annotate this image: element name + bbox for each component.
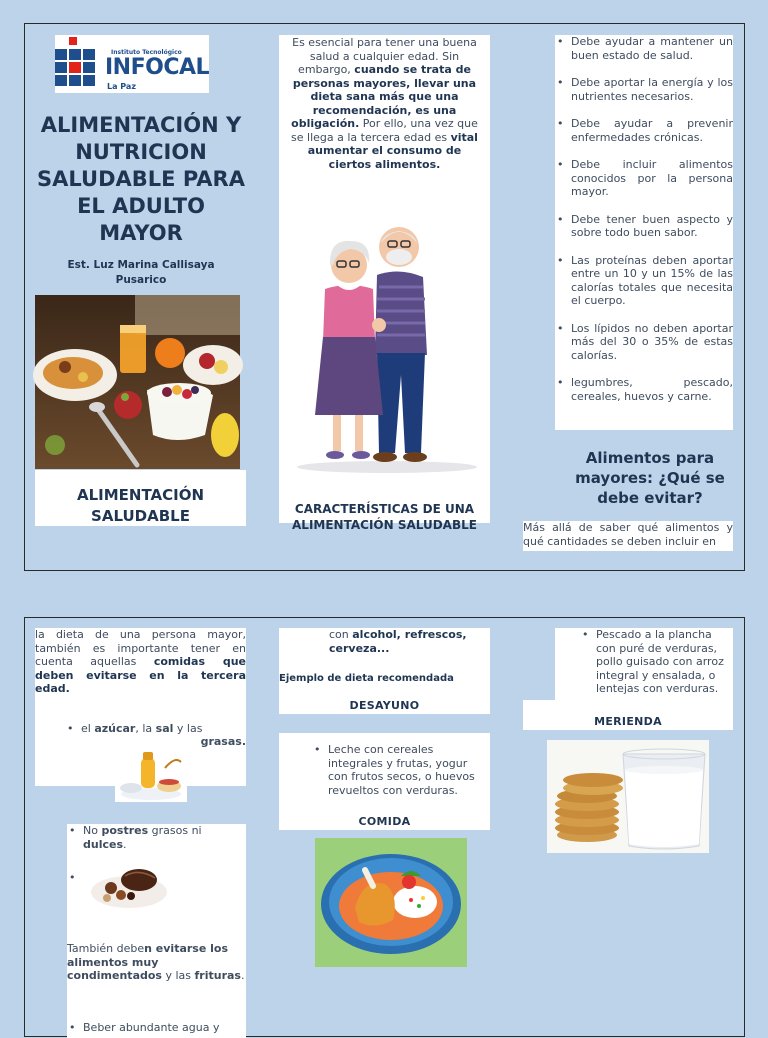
characteristics-list: [555, 35, 733, 403]
list-item: • Debe incluir alimentos conocidos por la persona mayor.: [555, 158, 733, 199]
section-title-healthy-eating: ALIMENTACIÓN SALUDABLE: [76, 486, 205, 525]
dinner-card: [555, 628, 733, 700]
list-item: • Leche con cereales integrales y frutas, yogur con frutos secos, o huevos revueltos con verduras.: [312, 743, 480, 797]
avoid-b1-salt: sal: [155, 721, 174, 735]
healthy-breakfast-photo: [35, 295, 240, 469]
chocolate-desserts-illustration: [89, 862, 169, 910]
list-item: • Los lípidos no deben aportar más del 30 o 35% de estas calorías.: [555, 322, 733, 363]
list-item: [67, 824, 246, 851]
dinner-list: [555, 628, 733, 696]
avoid-heading: Alimentos para mayores: ¿Qué se debe evitar?: [575, 449, 725, 507]
avoid-b2-text: No: [83, 824, 102, 837]
avoid-cont-2: comidas que deben evitarse en la tercera edad.: [35, 655, 246, 695]
brochure-title: ALIMENTACIÓN Y NUTRICION SALUDABLE PARA EL ADULTO MAYOR: [37, 113, 245, 245]
breakfast-title: DESAYUNO: [349, 699, 420, 712]
avoid-b2-desserts: postres: [101, 824, 149, 837]
crackers-milk-illustration: [547, 740, 709, 853]
also-avoid-5: .: [240, 969, 245, 982]
intro-text-3: Por ello, una vez que se llega a la tercera edad es: [291, 117, 478, 144]
list-item: • Debe ayudar a mantener un buen estado de salud.: [555, 35, 733, 62]
also-avoid-1: También debe: [67, 942, 145, 955]
infocal-logo: [55, 35, 209, 93]
section-card-healthy-eating: [35, 470, 246, 526]
avoid-list-1: [35, 721, 246, 748]
logo-subtitle: Instituto Tecnológico: [111, 49, 182, 56]
avoid-b1-sugar: azúcar: [94, 721, 136, 735]
list-item: • legumbres, pescado, cereales, huevos y carne.: [555, 376, 733, 403]
author-name: Est. Luz Marina Callisaya Pusarico: [67, 259, 215, 286]
list-item: • Debe tener buen aspecto y sobre todo buen sabor.: [555, 213, 733, 240]
avoid-intro-card: [523, 521, 733, 551]
intro-text-1: Es esencial para tener una buena salud a cualquier edad. Sin embargo,: [292, 36, 477, 76]
avoid-b1-text: el: [81, 721, 95, 735]
list-item: • Debe aportar la energía y los nutrientes necesarios.: [555, 76, 733, 103]
sugar-salt-illustration: [115, 746, 187, 802]
diet-example-card: [279, 628, 490, 714]
snack-title-card: [523, 700, 733, 730]
intro-text-2: cuando se trata de personas mayores, llevar una dieta sana más que una recomendación, es una obligación.: [291, 63, 477, 130]
avoid-continuation-text: [35, 628, 246, 696]
intro-paragraph: [279, 35, 490, 171]
avoid-more-card: [67, 824, 246, 1038]
intro-text-4: vital aumentar el consumo de ciertos alimentos.: [307, 130, 478, 171]
avoid-b1-fats: grasas.: [200, 735, 246, 748]
logo-city: La Paz: [107, 82, 136, 91]
avoid-cont-1: la dieta de una persona mayor, también es importante tener en cuenta aquellas: [35, 628, 246, 668]
avoid-b2-sweets: dulces: [83, 837, 124, 851]
list-item: [65, 721, 246, 748]
also-avoid-3: y las: [161, 969, 195, 982]
logo-wordmark: INFOCAL: [105, 55, 210, 80]
snack-title: MERIENDA: [594, 715, 662, 728]
also-avoid-2: n evitarse los alimentos muy condimentados: [67, 942, 229, 982]
diet-example-heading: Ejemplo de dieta recomendada: [279, 673, 454, 684]
breakfast-card: [279, 733, 490, 830]
lunch-title: COMIDA: [358, 815, 411, 828]
breakfast-list: [279, 733, 490, 797]
list-item: • Debe ayudar a prevenir enfermedades crónicas.: [555, 117, 733, 144]
list-item: • Pescado a la plancha con puré de verduras, pollo guisado con arroz integral y ensalada, o lentejas con verduras.: [580, 628, 733, 696]
list-item: • Las proteínas deben aportar entre un 10 y un 15% de las calorías totales que necesita el cuerpo.: [555, 254, 733, 308]
list-item: • Beber abundante agua y: [67, 1021, 246, 1035]
avoid-intro-text: Más allá de saber qué alimentos y qué cantidades se deben incluir en: [523, 521, 733, 548]
brochure-page-front: [24, 23, 745, 571]
alcohol-text-2: alcohol, refrescos, cerveza...: [329, 628, 467, 655]
avoid-b1-text2: , la: [135, 721, 156, 735]
chicken-plate-illustration: [315, 838, 467, 967]
brochure-page-back: [24, 617, 745, 1037]
alcohol-text: [279, 628, 490, 655]
avoid-b2-text3: .: [123, 837, 127, 851]
characteristics-panel: [555, 35, 733, 430]
avoid-list-3: [67, 1021, 246, 1035]
characteristics-caption: CARACTERÍSTICAS DE UNA ALIMENTACIÓN SALUDABLE: [292, 502, 477, 532]
elderly-couple-illustration: [289, 225, 484, 475]
also-avoid-4: frituras: [194, 969, 241, 982]
avoid-b1-text3: y las: [173, 721, 203, 735]
intro-panel: [279, 35, 490, 532]
also-avoid-text: [67, 942, 246, 983]
avoid-b2-text2: grasos ni: [148, 824, 202, 837]
alcohol-text-1: con: [329, 628, 353, 641]
